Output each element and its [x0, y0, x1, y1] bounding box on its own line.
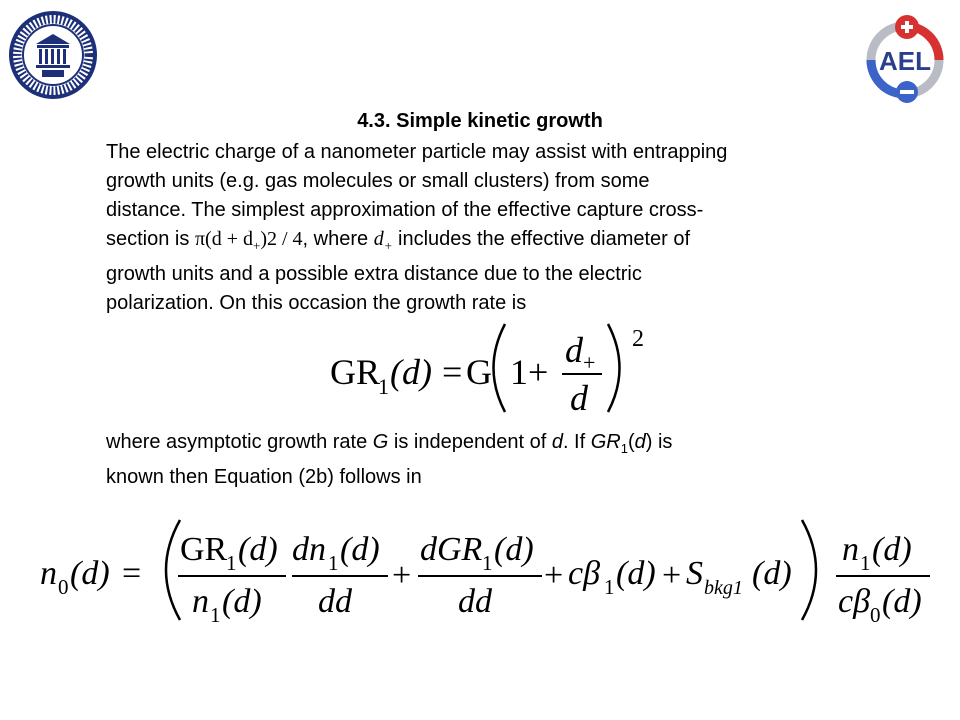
para2-line-2: known then Equation (2b) follows in — [106, 466, 422, 488]
explanation-paragraph — [106, 428, 866, 492]
eq1-left-paren — [494, 324, 506, 412]
eq2-f6-num: n — [842, 531, 859, 568]
eq2-f1-den-arg: (d) — [222, 583, 262, 620]
eq1-plus: + — [528, 352, 549, 392]
eq2-right-paren — [802, 520, 816, 620]
section-title: 4.3. Simple kinetic growth — [357, 110, 603, 132]
eq2-left-paren — [166, 520, 180, 620]
para-line-5: growth units and a possible extra distance due to the electric — [106, 263, 642, 285]
eq2-f6-num-arg: (d) — [872, 531, 912, 568]
ael-logo — [862, 12, 948, 104]
eq1-equals: = — [442, 352, 463, 392]
d-plus-var: $d_+$ — [373, 228, 393, 253]
eq2-f3-num: dGR — [420, 531, 483, 568]
para-line-3: distance. The simplest approximation of the effective capture cross- — [106, 199, 704, 221]
para-line-2: growth units (e.g. gas molecules or small clusters) from some — [106, 170, 650, 192]
svg-text:AEL: AEL — [879, 46, 931, 76]
eq2-f6-den-sub: 0 — [870, 603, 881, 624]
eq2-f3-num-arg: (d) — [494, 531, 534, 568]
eq2-f6-num-sub: 1 — [860, 551, 871, 575]
eq1-power: 2 — [632, 326, 644, 352]
eq2-plus-2: + — [544, 557, 564, 594]
eq1-one: 1 — [510, 352, 528, 392]
eq1-denominator: d — [570, 378, 588, 418]
eq2-term-4-arg: (d) — [616, 555, 656, 592]
eq1-right-paren — [608, 324, 620, 412]
eq2-f1-num: GR — [180, 531, 228, 568]
eq2-lhs-arg: (d) — [70, 555, 110, 592]
eq2-f2-num: dn — [292, 531, 326, 568]
eq2-lhs: n — [40, 555, 57, 592]
eq2-plus-3: + — [662, 557, 682, 594]
growth-rate-equation — [320, 318, 660, 418]
eq2-term-5-sub: bkg1 — [704, 577, 743, 599]
eq2-f6-den-arg: (d) — [882, 583, 922, 620]
eq2-term-5-arg: (d) — [752, 555, 792, 592]
eq2-equals: = — [122, 555, 142, 592]
eq1-G: G — [466, 352, 492, 392]
eq1-lhs-arg: (d) — [390, 352, 432, 392]
eq2-term-4: cβ — [568, 555, 601, 592]
eq2-f1-den-sub: 1 — [210, 603, 221, 624]
eq2-plus-1: + — [392, 557, 412, 594]
eq2-term-4-sub: 1 — [604, 575, 615, 599]
eq2-f2-den: dd — [318, 583, 352, 620]
para-line-1: The electric charge of a nanometer particle may assist with entrapping — [106, 141, 728, 163]
eq2-f2-num-arg: (d) — [340, 531, 380, 568]
eq1-numerator-sub: + — [583, 350, 596, 375]
eq2-f1-num-arg: (d) — [238, 531, 278, 568]
eq2-f1-num-sub: 1 — [226, 551, 237, 575]
cross-section-formula: $\pi(d + d_+)2 / 4$ — [194, 228, 303, 253]
eq2-f6-den: cβ — [838, 583, 871, 620]
para-line-6: polarization. On this occasion the growth rate is — [106, 292, 527, 314]
equation-2b — [30, 514, 940, 624]
para-line-4: section is $\pi(d + d_+)2 / 4$, where $d_+$ includes the effective diameter of — [106, 228, 691, 253]
para2-line-1: where asymptotic growth rate G is independent of d. If $GR_1(d)$ is — [106, 431, 673, 456]
intro-paragraph — [106, 138, 876, 318]
university-seal-logo — [8, 10, 98, 100]
eq2-f3-num-sub: 1 — [482, 551, 493, 575]
eq1-numerator: d — [565, 330, 583, 370]
eq1-lhs-sub: 1 — [378, 374, 389, 399]
eq1-lhs: GR — [330, 352, 381, 392]
eq2-lhs-sub: 0 — [58, 575, 69, 599]
eq2-f2-num-sub: 1 — [328, 551, 339, 575]
eq2-f1-den: n — [192, 583, 209, 620]
eq2-term-5: S — [686, 555, 703, 592]
eq2-f3-den: dd — [458, 583, 492, 620]
